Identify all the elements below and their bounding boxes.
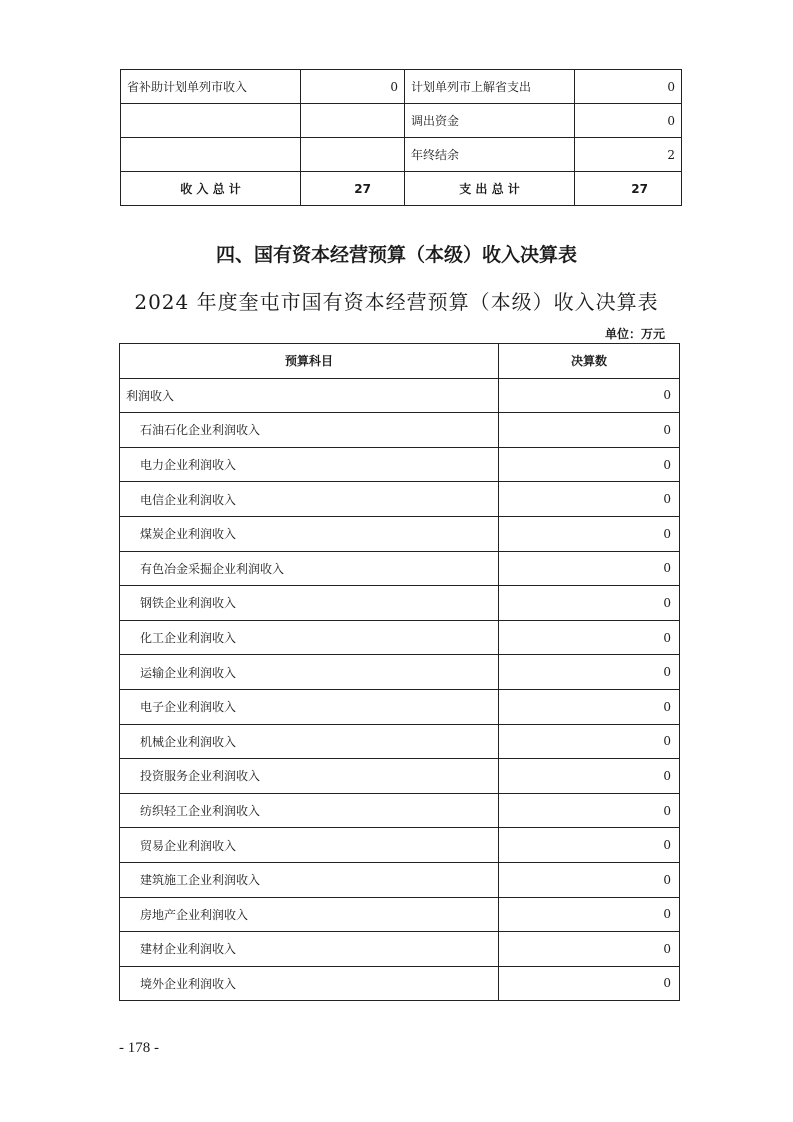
table-row: [120, 932, 680, 967]
expense-item-value: 0: [575, 104, 682, 138]
income-total-label: 收 入 总 计: [121, 172, 301, 206]
row-value: 0: [499, 689, 680, 724]
table-row: [120, 828, 680, 863]
expense-total-value: 27: [575, 172, 682, 206]
row-value: 0: [499, 897, 680, 932]
income-item-value: 0: [301, 70, 405, 104]
table-row: [120, 862, 680, 897]
table-row: [120, 551, 680, 586]
table-row: [120, 413, 680, 448]
table-row: [120, 447, 680, 482]
table-row: [121, 70, 682, 104]
page-number: - 178 -: [119, 1040, 159, 1056]
row-value: 0: [499, 724, 680, 759]
income-item-label: 省补助计划单列市收入: [121, 70, 301, 104]
expense-item-value: 2: [575, 138, 682, 172]
table-row: [120, 620, 680, 655]
row-label: 石油石化企业利润收入: [120, 413, 499, 448]
table-row: [120, 793, 680, 828]
table-row: [120, 689, 680, 724]
row-label: 贸易企业利润收入: [120, 828, 499, 863]
row-value: 0: [499, 551, 680, 586]
row-label: 机械企业利润收入: [120, 724, 499, 759]
table-row: [120, 378, 680, 413]
table-row: [120, 655, 680, 690]
income-item-value: [301, 104, 405, 138]
row-label: 电力企业利润收入: [120, 447, 499, 482]
row-value: 0: [499, 655, 680, 690]
row-value: 0: [499, 516, 680, 551]
row-value: 0: [499, 378, 680, 413]
table-row: [121, 104, 682, 138]
row-label: 钢铁企业利润收入: [120, 586, 499, 621]
expense-item-label: 调出资金: [405, 104, 575, 138]
column-header-item: 预算科目: [120, 344, 499, 379]
row-value: 0: [499, 482, 680, 517]
income-item-label: [121, 138, 301, 172]
expense-item-value: 0: [575, 70, 682, 104]
row-value: 0: [499, 862, 680, 897]
row-value: 0: [499, 793, 680, 828]
row-label: 利润收入: [120, 378, 499, 413]
row-label: 运输企业利润收入: [120, 655, 499, 690]
unit-label: 单位：万元: [604, 327, 665, 341]
row-label: 煤炭企业利润收入: [120, 516, 499, 551]
row-value: 0: [499, 759, 680, 794]
row-label: 电信企业利润收入: [120, 482, 499, 517]
expense-item-label: 年终结余: [405, 138, 575, 172]
expense-item-label: 计划单列市上解省支出: [405, 70, 575, 104]
income-item-value: [301, 138, 405, 172]
table-row: [120, 586, 680, 621]
table-title: 2024 年度奎屯市国有资本经营预算（本级）收入决算表: [134, 290, 659, 314]
row-label: 房地产企业利润收入: [120, 897, 499, 932]
row-label: 境外企业利润收入: [120, 966, 499, 1001]
row-value: 0: [499, 413, 680, 448]
income-item-label: [121, 104, 301, 138]
row-label: 建材企业利润收入: [120, 932, 499, 967]
income-total-value: 27: [301, 172, 405, 206]
table-row: [120, 482, 680, 517]
table-row: [120, 759, 680, 794]
row-label: 建筑施工企业利润收入: [120, 862, 499, 897]
row-label: 电子企业利润收入: [120, 689, 499, 724]
row-label: 纺织轻工企业利润收入: [120, 793, 499, 828]
section-heading: 四、国有资本经营预算（本级）收入决算表: [215, 244, 577, 266]
row-value: 0: [499, 620, 680, 655]
summary-table: [120, 69, 682, 206]
table-row: [121, 138, 682, 172]
table-row: [120, 897, 680, 932]
row-value: 0: [499, 447, 680, 482]
row-label: 化工企业利润收入: [120, 620, 499, 655]
table-row: [120, 724, 680, 759]
total-row: [121, 172, 682, 206]
table-header-row: [120, 344, 680, 379]
row-value: 0: [499, 966, 680, 1001]
expense-total-label: 支 出 总 计: [405, 172, 575, 206]
row-value: 0: [499, 828, 680, 863]
table-row: [120, 516, 680, 551]
row-label: 投资服务企业利润收入: [120, 759, 499, 794]
row-value: 0: [499, 586, 680, 621]
table-row: [120, 966, 680, 1001]
revenue-table: [119, 343, 680, 1001]
row-value: 0: [499, 932, 680, 967]
column-header-value: 决算数: [499, 344, 680, 379]
row-label: 有色冶金采掘企业利润收入: [120, 551, 499, 586]
